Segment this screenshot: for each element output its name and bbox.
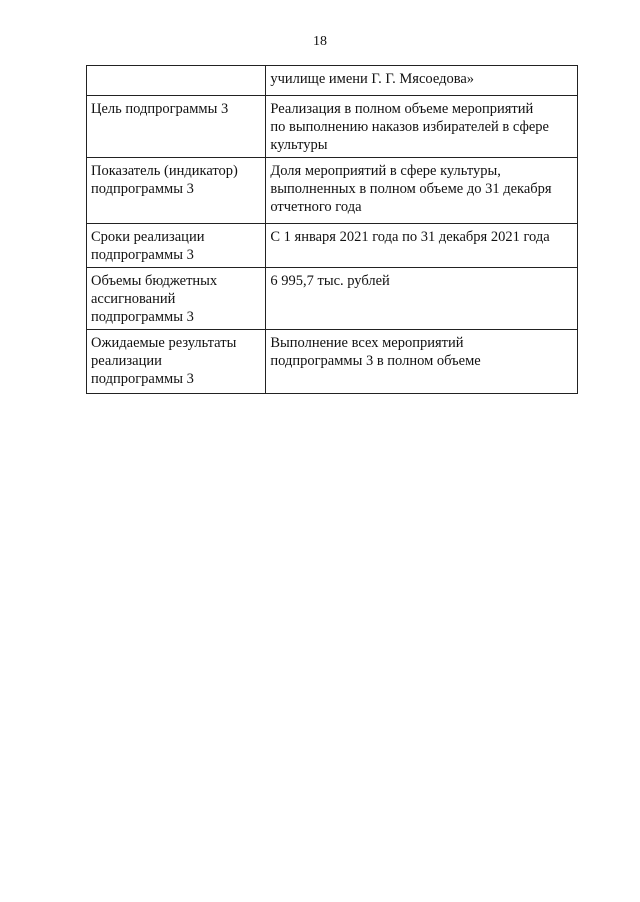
row-value-cell: [266, 330, 578, 394]
subprogram-passport-table: [86, 65, 578, 394]
table-row: [87, 224, 578, 268]
row-value: 6 995,7 тыс. рублей: [270, 273, 390, 289]
row-label: Цель подпрограммы 3: [91, 101, 229, 117]
row-value-cell: [266, 66, 578, 96]
row-value-cell: [266, 96, 578, 158]
row-label-cell: [87, 330, 266, 394]
row-value: Реализация в полном объеме мероприятий по выполнению наказов избирателей в сфере культуры: [270, 101, 549, 153]
row-value-cell: [266, 268, 578, 330]
row-value: Доля мероприятий в сфере культуры, выполненных в полном объеме до 31 декабря отчетного года: [270, 163, 552, 215]
table-row: [87, 158, 578, 224]
table-row: [87, 268, 578, 330]
row-label: Объемы бюджетных ассигнований подпрограммы 3: [91, 273, 218, 325]
row-label-cell: [87, 96, 266, 158]
row-value: училище имени Г. Г. Мясоедова»: [270, 71, 475, 87]
row-label: Показатель (индикатор) подпрограммы 3: [91, 163, 238, 197]
row-label: Сроки реализации подпрограммы 3: [91, 229, 205, 263]
row-label-cell: [87, 66, 266, 96]
row-label-cell: [87, 224, 266, 268]
table-row: [87, 66, 578, 96]
row-label-cell: [87, 268, 266, 330]
row-value-cell: [266, 158, 578, 224]
row-label: Ожидаемые результаты реализации подпрограммы 3: [91, 335, 237, 387]
row-value: Выполнение всех мероприятий подпрограммы 3 в полном объеме: [270, 335, 481, 369]
page-number: 18: [313, 34, 327, 49]
row-value: С 1 января 2021 года по 31 декабря 2021 года: [270, 229, 550, 245]
table-row: [87, 96, 578, 158]
row-label-cell: [87, 158, 266, 224]
row-value-cell: [266, 224, 578, 268]
table-row: [87, 330, 578, 394]
